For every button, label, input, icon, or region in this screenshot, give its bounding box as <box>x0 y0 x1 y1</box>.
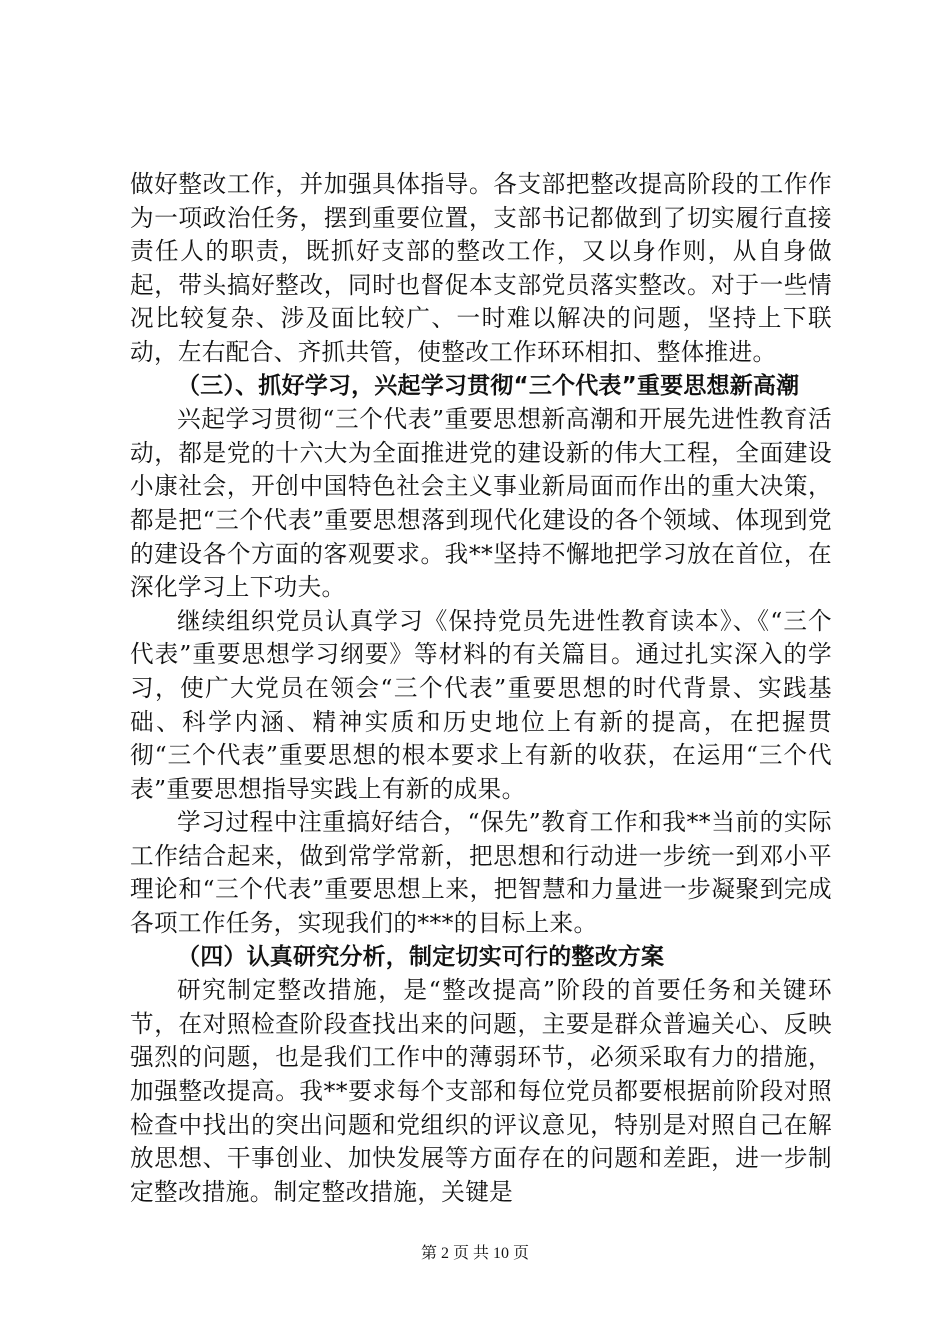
paragraph-combine-study: 学习过程中注重搞好结合，“保先”教育工作和我**当前的实际工作结合起来，做到常学常新，把思想和行动进一步统一到邓小平理论和“三个代表”重要思想上来，把智慧和力量进一步凝聚到完成各项工作任务，实现我们的***的目标上来。 <box>130 808 832 938</box>
section-heading-three: （三）、抓好学习，兴起学习贯彻“三个代表”重要思想新高潮 <box>177 372 800 399</box>
paragraph-rectification-work: 做好整改工作，并加强具体指导。各支部把整改提高阶段的工作作为一项政治任务，摆到重要位置，支部书记都做到了切实履行直接责任人的职责，既抓好支部的整改工作，又以身作则，从自身做起，带头搞好整改，同时也督促本支部党员落实整改。对于一些情况比较复杂、涉及面比较广、一时难以解决的问题，坚持上下联动，左右配合、齐抓共管，使整改工作环环相扣、整体推进。 <box>130 170 832 366</box>
paragraph-rectification-measures: 研究制定整改措施，是“整改提高”阶段的首要任务和关键环节，在对照检查阶段查找出来的问题，主要是群众普遍关心、反映强烈的问题，也是我们工作中的薄弱环节，必须采取有力的措施，加强整改提高。我**要求每个支部和每位党员都要根据前阶段对照检查中找出的突出问题和党组织的评议意见，特别是对照自己在解放思想、干事创业、加快发展等方面存在的问题和差距，进一步制定整改措施。制定整改措施，关键是 <box>130 976 832 1206</box>
paragraph-organize-study: 继续组织党员认真学习《保持党员先进性教育读本》、《“三个代表”重要思想学习纲要》等材料的有关篇目。通过扎实深入的学习，使广大党员在领会“三个代表”重要思想的时代背景、实践基础、科学内涵、精神实质和历史地位上有新的提高，在把握贯彻“三个代表”重要思想的根本要求上有新的收获，在运用“三个代表”重要思想指导实践上有新的成果。 <box>130 606 832 803</box>
document-body <box>130 168 832 1209</box>
page-number-footer: 第 2 页 共 10 页 <box>420 1245 529 1262</box>
paragraph-study-upsurge: 兴起学习贯彻“三个代表”重要思想新高潮和开展先进性教育活动，都是党的十六大为全面推进党的建设新的伟大工程，全面建设小康社会，开创中国特色社会主义事业新局面而作出的重大决策，都是把“三个代表”重要思想落到现代化建设的各个领域、体现到党的建设各个方面的客观要求。我**坚持不懈地把学习放在首位，在深化学习上下功夫。 <box>130 405 832 602</box>
section-heading-four: （四）认真研究分析，制定切实可行的整改方案 <box>177 943 665 970</box>
